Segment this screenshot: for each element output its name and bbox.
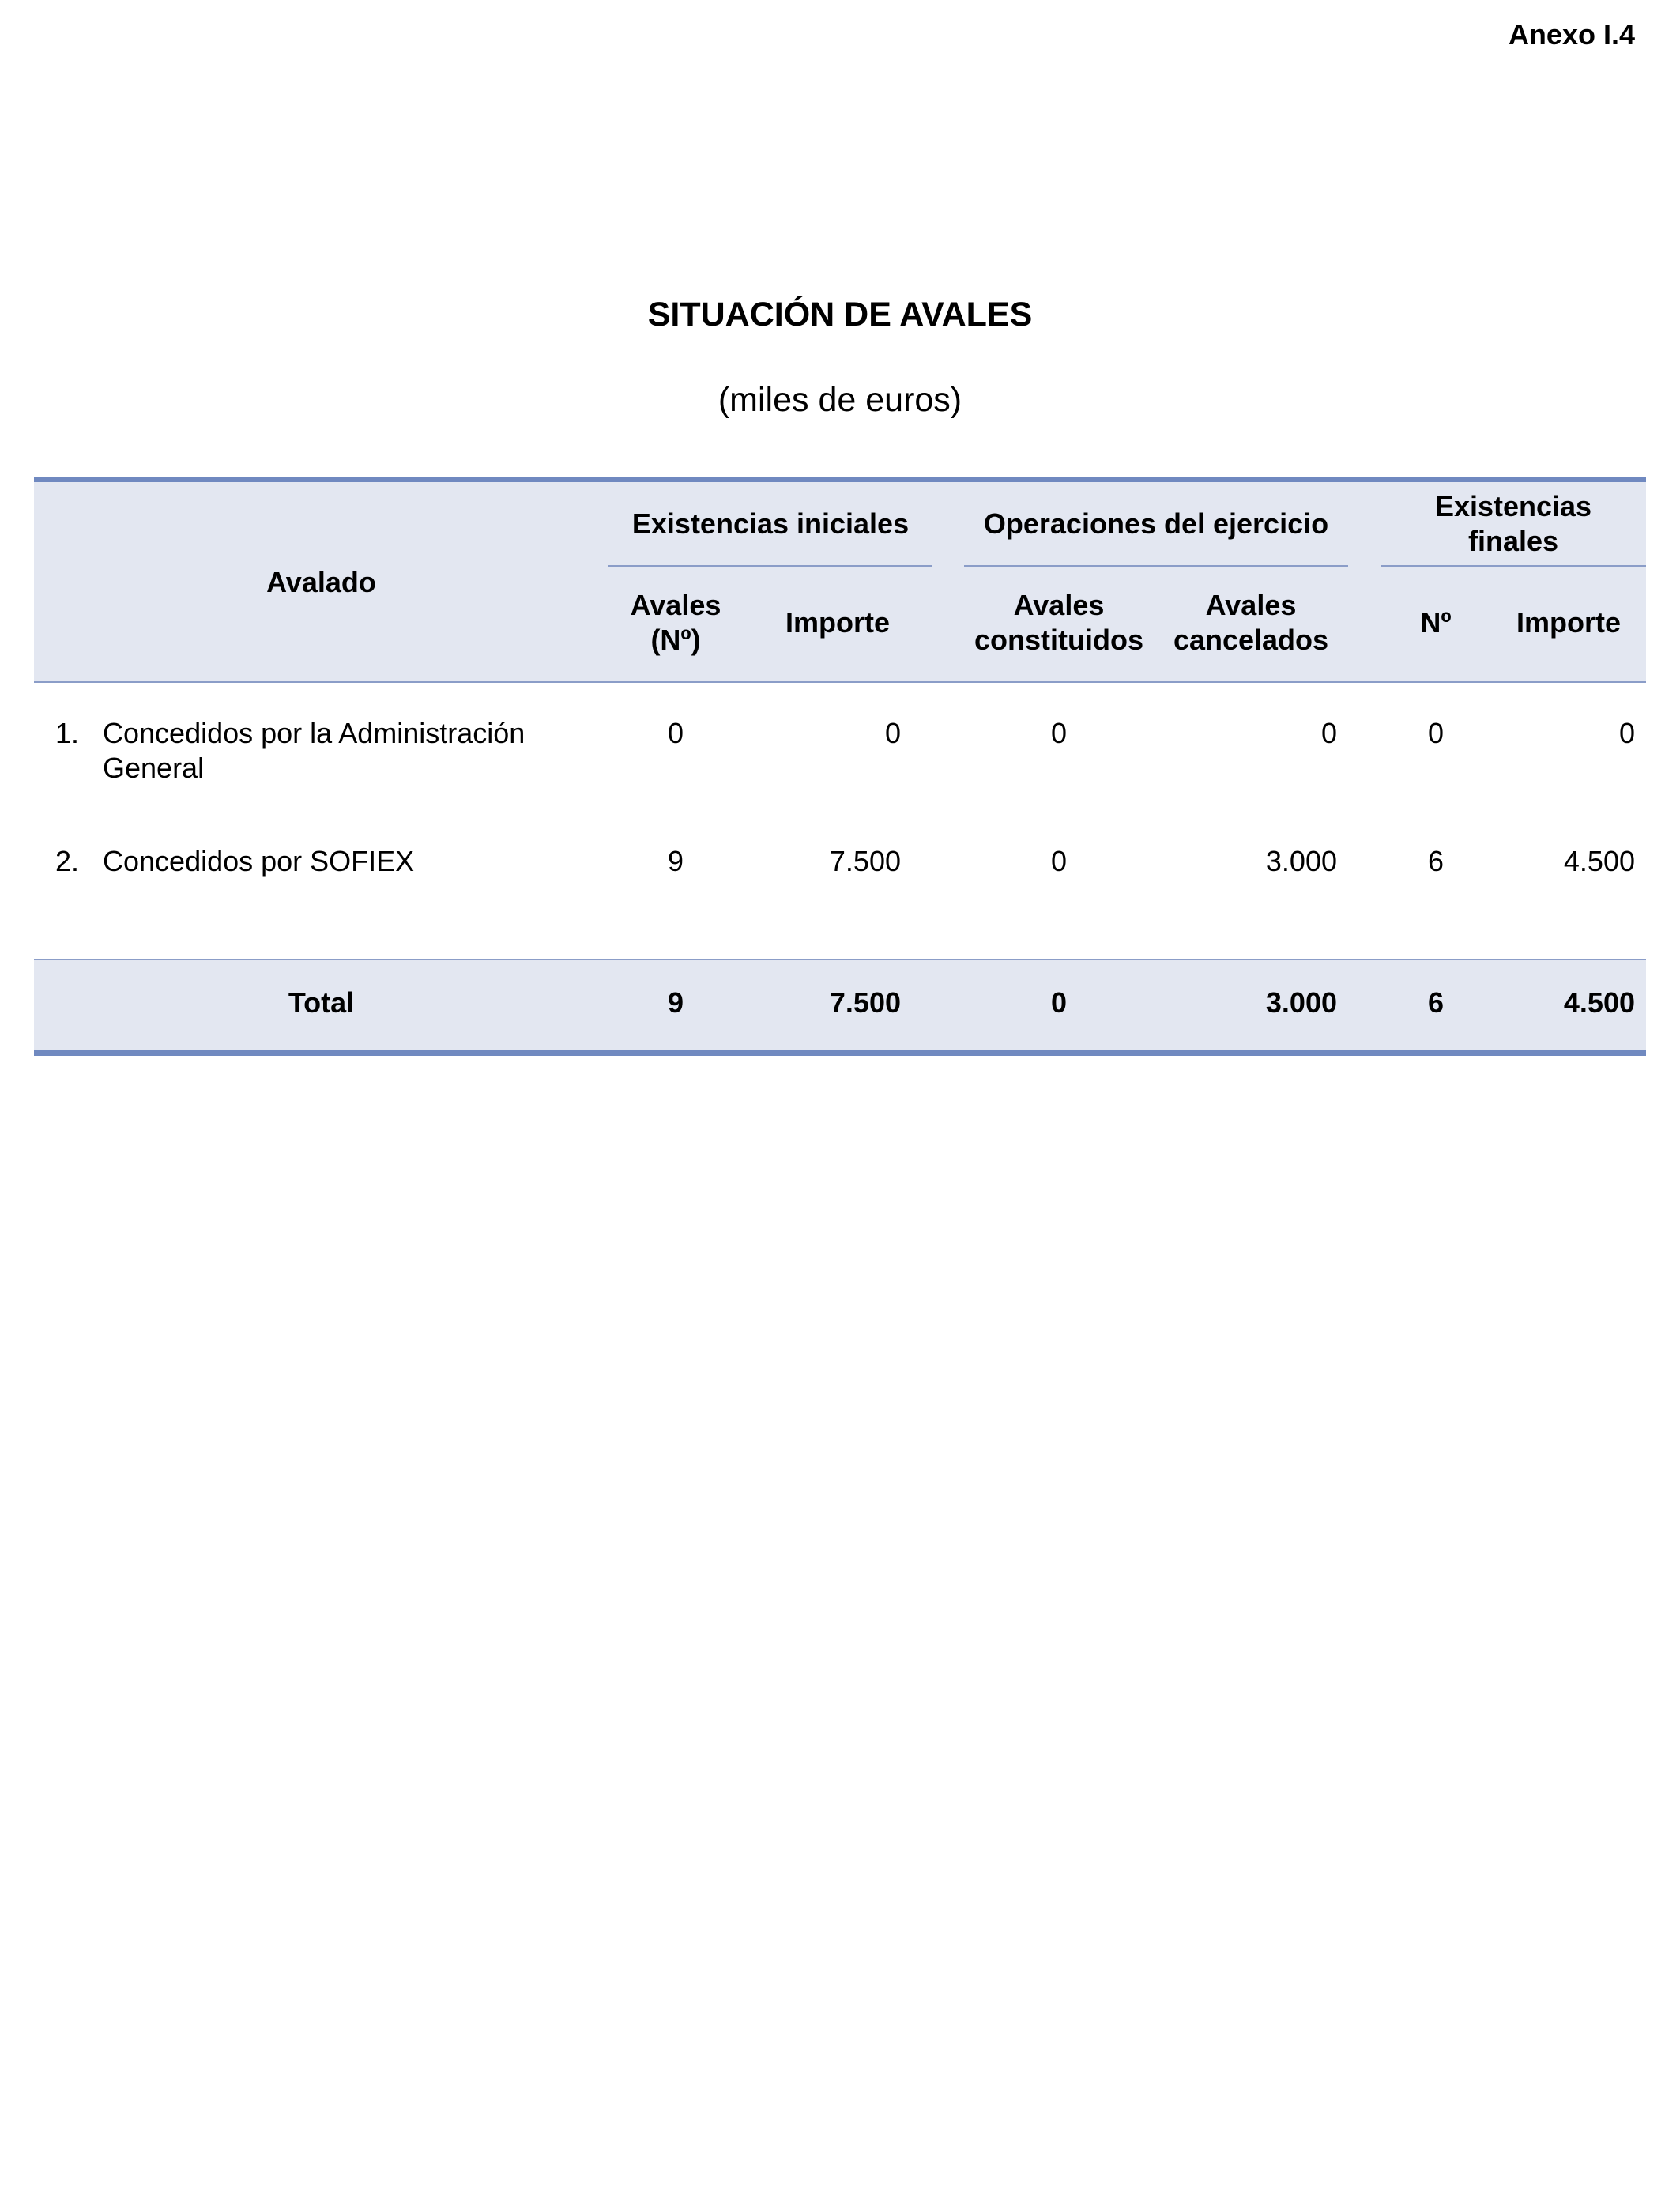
header-avales-no: Avales (Nº) (630, 589, 721, 656)
page-title: SITUACIÓN DE AVALES (647, 296, 1033, 334)
header-avales-constituidos: Avales constituidos (974, 589, 1143, 656)
cell-importe-inicial: 0 (884, 717, 901, 749)
total-avales-no: 9 (667, 986, 684, 1019)
total-importe-final: 4.500 (1563, 986, 1635, 1019)
cell-cancelados: 0 (1320, 717, 1337, 749)
cell-importe-inicial: 7.500 (829, 845, 901, 877)
header-no-final: Nº (1420, 606, 1452, 639)
table-top-border (34, 477, 1646, 482)
header-avales-cancelados: Avales cancelados (1173, 589, 1329, 656)
group-rule-operaciones (964, 565, 1348, 567)
cell-no-final: 0 (1427, 717, 1445, 749)
cell-cancelados: 3.000 (1265, 845, 1337, 877)
header-existencias-finales: Existencias finales (1434, 490, 1592, 557)
row-number: 1. (55, 717, 80, 749)
annex-label: Anexo I.4 (1508, 18, 1635, 51)
cell-avales-no: 9 (667, 845, 684, 877)
total-importe-inicial: 7.500 (829, 986, 901, 1019)
row-label: Concedidos por SOFIEX (103, 845, 415, 877)
cell-avales-no: 0 (667, 717, 684, 749)
header-avalado: Avalado (266, 565, 376, 598)
row-label: Concedidos por la Administración General (103, 717, 525, 784)
guarantees-table (34, 477, 1646, 1056)
cell-constituidos: 0 (1050, 845, 1068, 877)
page-subtitle: (miles de euros) (718, 381, 962, 419)
group-rule-existencias-finales (1381, 565, 1646, 567)
total-label: Total (288, 986, 355, 1019)
cell-importe-final: 0 (1618, 717, 1635, 749)
cell-no-final: 6 (1427, 845, 1445, 877)
total-top-rule (34, 959, 1646, 960)
cell-constituidos: 0 (1050, 717, 1068, 749)
header-importe-inicial: Importe (785, 606, 890, 639)
header-importe-final: Importe (1516, 606, 1621, 639)
total-constituidos: 0 (1050, 986, 1068, 1019)
header-operaciones-ejercicio: Operaciones del ejercicio (983, 507, 1329, 540)
total-no-final: 6 (1427, 986, 1445, 1019)
group-rule-existencias-iniciales (608, 565, 932, 567)
table-bottom-border (34, 1050, 1646, 1056)
total-cancelados: 3.000 (1265, 986, 1337, 1019)
row-number: 2. (55, 845, 80, 877)
header-existencias-iniciales: Existencias iniciales (631, 507, 910, 540)
cell-importe-final: 4.500 (1563, 845, 1635, 877)
